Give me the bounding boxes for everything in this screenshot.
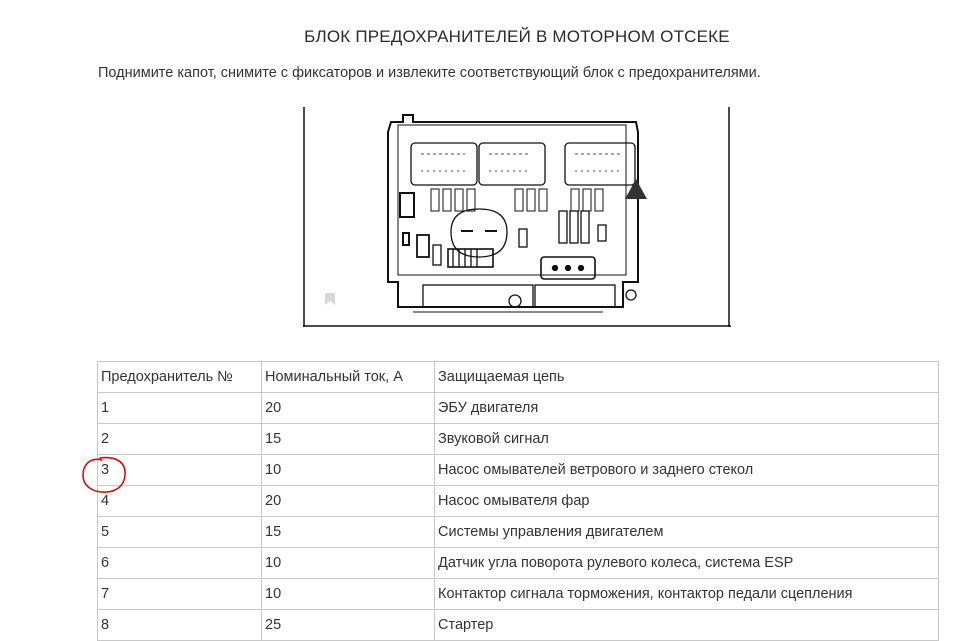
rated-current-cell: 20 xyxy=(262,393,435,424)
table-row xyxy=(98,424,939,455)
table-row xyxy=(98,455,939,486)
table-row xyxy=(98,579,939,610)
fuse-number-cell: 8 xyxy=(98,610,262,641)
rated-current-cell: 10 xyxy=(262,579,435,610)
rated-current-cell: 20 xyxy=(262,486,435,517)
table-row xyxy=(98,486,939,517)
protected-circuit-cell: Датчик угла поворота рулевого колеса, система ESP xyxy=(435,548,939,579)
header-rated-current: Номинальный ток, А xyxy=(262,362,435,393)
protected-circuit-cell: Контактор сигнала торможения, контактор педали сцепления xyxy=(435,579,939,610)
table-row xyxy=(98,517,939,548)
rated-current-cell: 15 xyxy=(262,424,435,455)
intro-text: Поднимите капот, снимите с фиксаторов и извлеките соответствующий блок с предохранителями. xyxy=(98,65,761,81)
rated-current-cell: 25 xyxy=(262,610,435,641)
fuse-number-cell: 7 xyxy=(98,579,262,610)
protected-circuit-cell: Стартер xyxy=(435,610,939,641)
fuse-number-cell: 6 xyxy=(98,548,262,579)
table-row xyxy=(98,393,939,424)
fuse-number-cell: 3 xyxy=(98,455,262,486)
protected-circuit-cell: Насос омывателя фар xyxy=(435,486,939,517)
table-row xyxy=(98,610,939,641)
protected-circuit-cell: Насос омывателей ветрового и заднего стекол xyxy=(435,455,939,486)
rated-current-cell: 10 xyxy=(262,455,435,486)
rated-current-cell: 10 xyxy=(262,548,435,579)
table-row xyxy=(98,548,939,579)
fuse-table xyxy=(97,361,939,641)
fuse-box-diagram xyxy=(303,107,731,327)
fuse-number-cell: 1 xyxy=(98,393,262,424)
fuse-number-cell: 2 xyxy=(98,424,262,455)
header-protected-circuit: Защищаемая цепь xyxy=(435,362,939,393)
table-header-row xyxy=(98,362,939,393)
protected-circuit-cell: Звуковой сигнал xyxy=(435,424,939,455)
rated-current-cell: 15 xyxy=(262,517,435,548)
fuse-number-cell: 4 xyxy=(98,486,262,517)
header-fuse-number: Предохранитель № xyxy=(98,362,262,393)
fuse-number-cell: 5 xyxy=(98,517,262,548)
protected-circuit-cell: Системы управления двигателем xyxy=(435,517,939,548)
page-title: БЛОК ПРЕДОХРАНИТЕЛЕЙ В МОТОРНОМ ОТСЕКЕ xyxy=(304,27,730,46)
protected-circuit-cell: ЭБУ двигателя xyxy=(435,393,939,424)
